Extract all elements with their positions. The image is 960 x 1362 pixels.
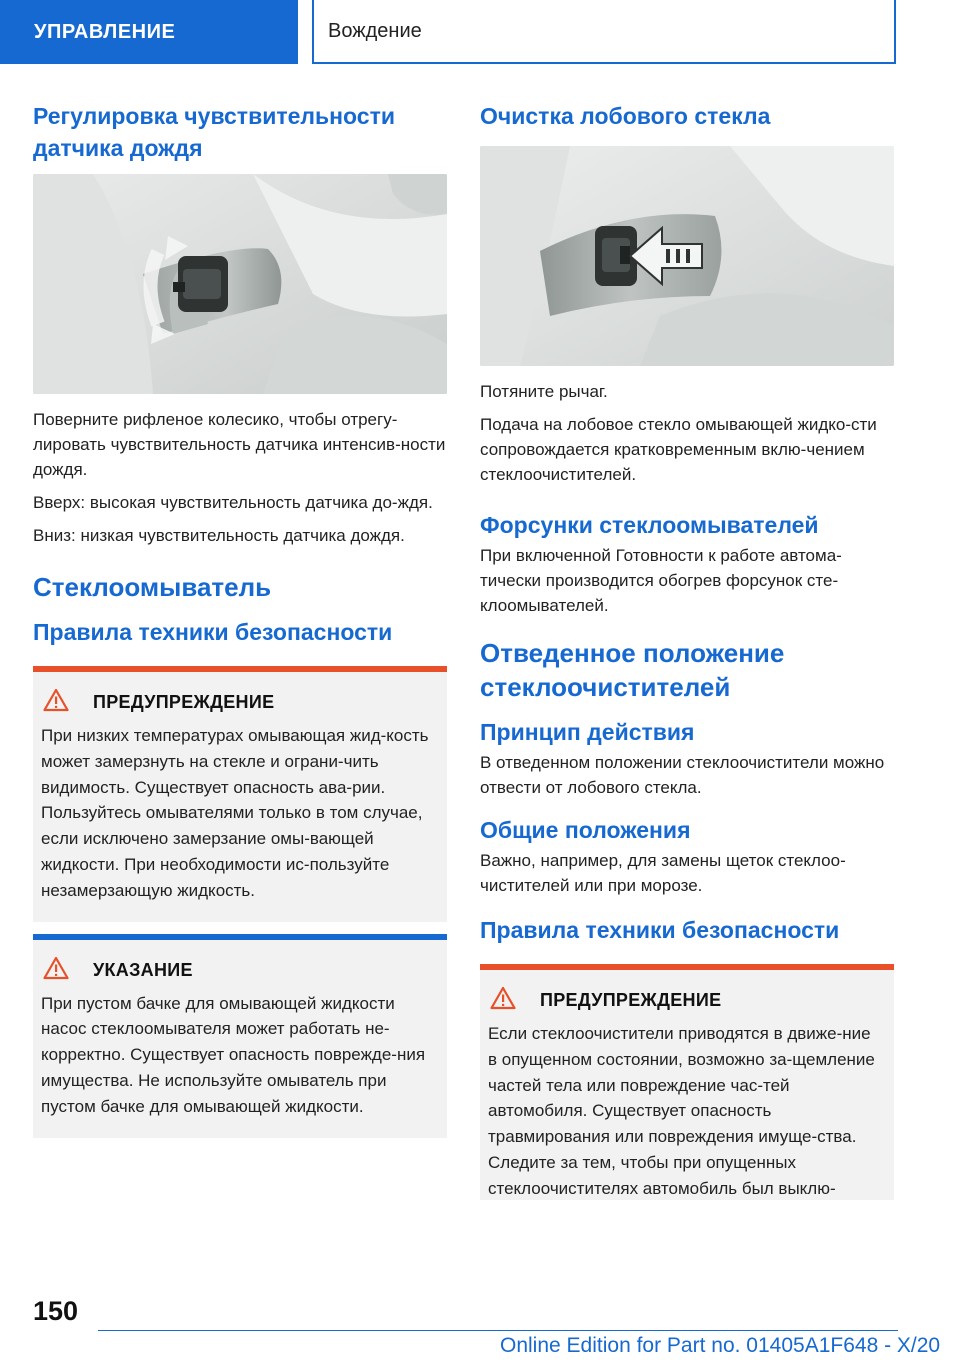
section-header: УПРАВЛЕНИЕ xyxy=(0,0,298,64)
warning-triangle-icon xyxy=(490,986,516,1015)
paragraph-nozzle-heating: При включенной Готовности к работе автома-тически производится обогрев форсунок сте-клоомывателей. xyxy=(480,546,842,615)
heading-rain-sensor: Регулировка чувствительности датчика дождя xyxy=(33,103,395,161)
page-number: 150 xyxy=(33,1296,79,1326)
warning-body: Если стеклоочистители приводятся в движе-ние в опущенном состоянии, возможно за-щемление частей тела или повреждение час-тей автомобиля. Существует опасность травмирования или повреждения имуще-ства. Следите за тем, чтобы при опущенных стеклоочистителях автомобиль был выклю- xyxy=(488,1024,875,1198)
notice-bar xyxy=(33,934,447,940)
heading-folded-position: Отведенное положение стеклоочистителей xyxy=(480,638,785,702)
wiper-lever-illustration xyxy=(480,146,894,366)
heading-nozzles: Форсунки стеклоомывателей xyxy=(480,512,819,538)
left-column xyxy=(33,100,447,1138)
heading-safety-left: Правила техники безопасности xyxy=(33,619,393,645)
paragraph-general: Важно, например, для замены щеток стеклоо-чистителей или при морозе. xyxy=(480,851,846,895)
warning-body: При низких температурах омывающая жид-кость может замерзнуть на стекле и ограни-чить видимость. Существует опасность ава-рии. Пользуйтесь омывателями только в том случае, если исключено замерзание омы-вающей жидкости. При необходимости ис-пользуйте незамерзающую жидкость. xyxy=(41,726,429,900)
paragraph-pull-lever: Потяните рычаг. xyxy=(480,382,608,401)
notice-box-left xyxy=(33,934,447,1138)
warning-bar xyxy=(480,964,894,970)
rain-sensor-illustration xyxy=(33,174,447,394)
notice-body: При пустом бачке для омывающей жидкости насос стеклоомывателя может работать не-корректно. Существует опасность поврежде-ния имущества. Не используйте омыватель при пустом бачке для омывающей жидкости. xyxy=(41,993,426,1116)
paragraph-rain-down: Вниз: низкая чувствительность датчика дождя. xyxy=(33,526,405,545)
warning-title: ПРЕДУПРЕЖДЕНИЕ xyxy=(93,692,275,712)
figure-wiper-lever-pull xyxy=(480,146,894,366)
warning-box-right xyxy=(480,964,894,1200)
heading-windshield-clean: Очистка лобового стекла xyxy=(480,103,771,129)
paragraph-rain-adjust: Поверните рифленое колесико, чтобы отрегу-лировать чувствительность датчика интенсив-ности дождя. xyxy=(33,410,446,479)
figure-rain-sensor-wheel xyxy=(33,174,447,394)
heading-safety-right: Правила техники безопасности xyxy=(480,917,840,943)
warning-bar xyxy=(33,666,447,672)
footer-divider xyxy=(98,1330,898,1331)
warning-title: ПРЕДУПРЕЖДЕНИЕ xyxy=(540,990,722,1010)
chapter-header: Вождение xyxy=(312,0,896,64)
heading-washer: Стеклоомыватель xyxy=(33,572,272,602)
footer-edition-link[interactable]: Online Edition for Part no. 01405A1F648 - X/20 xyxy=(500,1334,941,1357)
paragraph-rain-up: Вверх: высокая чувствительность датчика до-ждя. xyxy=(33,493,433,512)
paragraph-washer-fluid: Подача на лобовое стекло омывающей жидко-сти сопровождается кратковременным вклю-чением стеклоочистителей. xyxy=(480,415,877,484)
right-column xyxy=(480,100,894,1200)
warning-box-left xyxy=(33,666,447,922)
heading-principle: Принцип действия xyxy=(480,719,695,745)
warning-triangle-icon xyxy=(43,688,69,717)
paragraph-principle: В отведенном положении стеклоочистители можно отвести от лобового стекла. xyxy=(480,753,885,797)
notice-title: УКАЗАНИЕ xyxy=(93,959,193,980)
warning-triangle-icon xyxy=(43,956,69,985)
heading-general: Общие положения xyxy=(480,817,691,843)
